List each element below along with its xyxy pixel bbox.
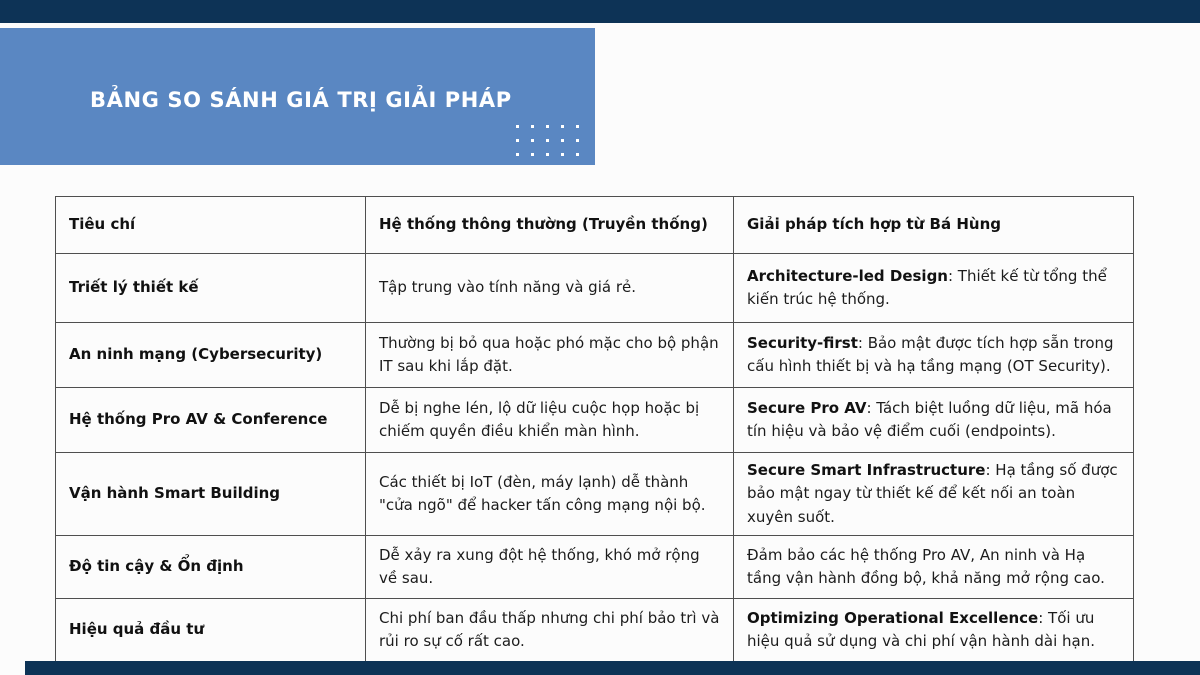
criterion-cell: Hệ thống Pro AV & Conference [56,388,366,453]
traditional-cell: Chi phí ban đầu thấp nhưng chi phí bảo trì và rủi ro sự cố rất cao. [366,598,734,661]
traditional-cell: Dễ xảy ra xung đột hệ thống, khó mở rộng về sau. [366,535,734,598]
table-row [56,453,1134,536]
solution-rest-text: : Thiết kế từ tổng thể kiến trúc hệ thống. [747,266,1107,308]
solution-cell [734,598,1134,661]
top-accent-bar [0,0,1200,23]
solution-rest-text: : Tách biệt luồng dữ liệu, mã hóa tín hiệu và bảo vệ điểm cuối (endpoints). [747,398,1112,440]
solution-lead-text: Security-first [747,333,858,352]
table-row [56,254,1134,323]
solution-lead-text: Optimizing Operational Excellence [747,608,1039,627]
column-header-criteria: Tiêu chí [56,197,366,254]
solution-rest-text: : Hạ tầng số được bảo mật ngay từ thiết kế để kết nối an toàn xuyên suốt. [747,461,1118,526]
page-title: BẢNG SO SÁNH GIÁ TRỊ GIẢI PHÁP [90,88,512,112]
table-row [56,535,1134,598]
title-banner [0,28,595,165]
solution-rest-text: : Bảo mật được tích hợp sẵn trong cấu hình thiết bị và hạ tầng mạng (OT Security). [747,333,1114,375]
criterion-cell: Độ tin cậy & Ổn định [56,535,366,598]
solution-cell [734,323,1134,388]
criterion-cell: Vận hành Smart Building [56,453,366,536]
solution-rest-text: : Tối ưu hiệu quả sử dụng và chi phí vận hành dài hạn. [747,608,1096,650]
solution-cell [734,388,1134,453]
criterion-cell: Hiệu quả đầu tư [56,598,366,661]
column-header-traditional: Hệ thống thông thường (Truyền thống) [366,197,734,254]
solution-lead-text: Architecture-led Design [747,266,948,285]
traditional-cell: Thường bị bỏ qua hoặc phó mặc cho bộ phận IT sau khi lắp đặt. [366,323,734,388]
solution-cell [734,453,1134,536]
solution-lead-text: Secure Pro AV [747,398,867,417]
solution-rest-text: Đảm bảo các hệ thống Pro AV, An ninh và Hạ tầng vận hành đồng bộ, khả năng mở rộng cao. [747,545,1105,587]
table-row [56,388,1134,453]
traditional-cell: Tập trung vào tính năng và giá rẻ. [366,254,734,323]
traditional-cell: Các thiết bị IoT (đèn, máy lạnh) dễ thành "cửa ngõ" để hacker tấn công mạng nội bộ. [366,453,734,536]
traditional-cell: Dễ bị nghe lén, lộ dữ liệu cuộc họp hoặc bị chiếm quyền điều khiển màn hình. [366,388,734,453]
table-row [56,323,1134,388]
solution-lead-text: Secure Smart Infrastructure [747,461,986,479]
table-row [56,598,1134,661]
column-header-solution: Giải pháp tích hợp từ Bá Hùng [734,197,1134,254]
bottom-accent-bar [25,661,1200,675]
table-header-row [56,197,1134,254]
dot-grid-decoration [516,125,579,156]
solution-cell [734,254,1134,323]
comparison-table [55,196,1134,662]
solution-cell [734,535,1134,598]
criterion-cell: Triết lý thiết kế [56,254,366,323]
criterion-cell: An ninh mạng (Cybersecurity) [56,323,366,388]
